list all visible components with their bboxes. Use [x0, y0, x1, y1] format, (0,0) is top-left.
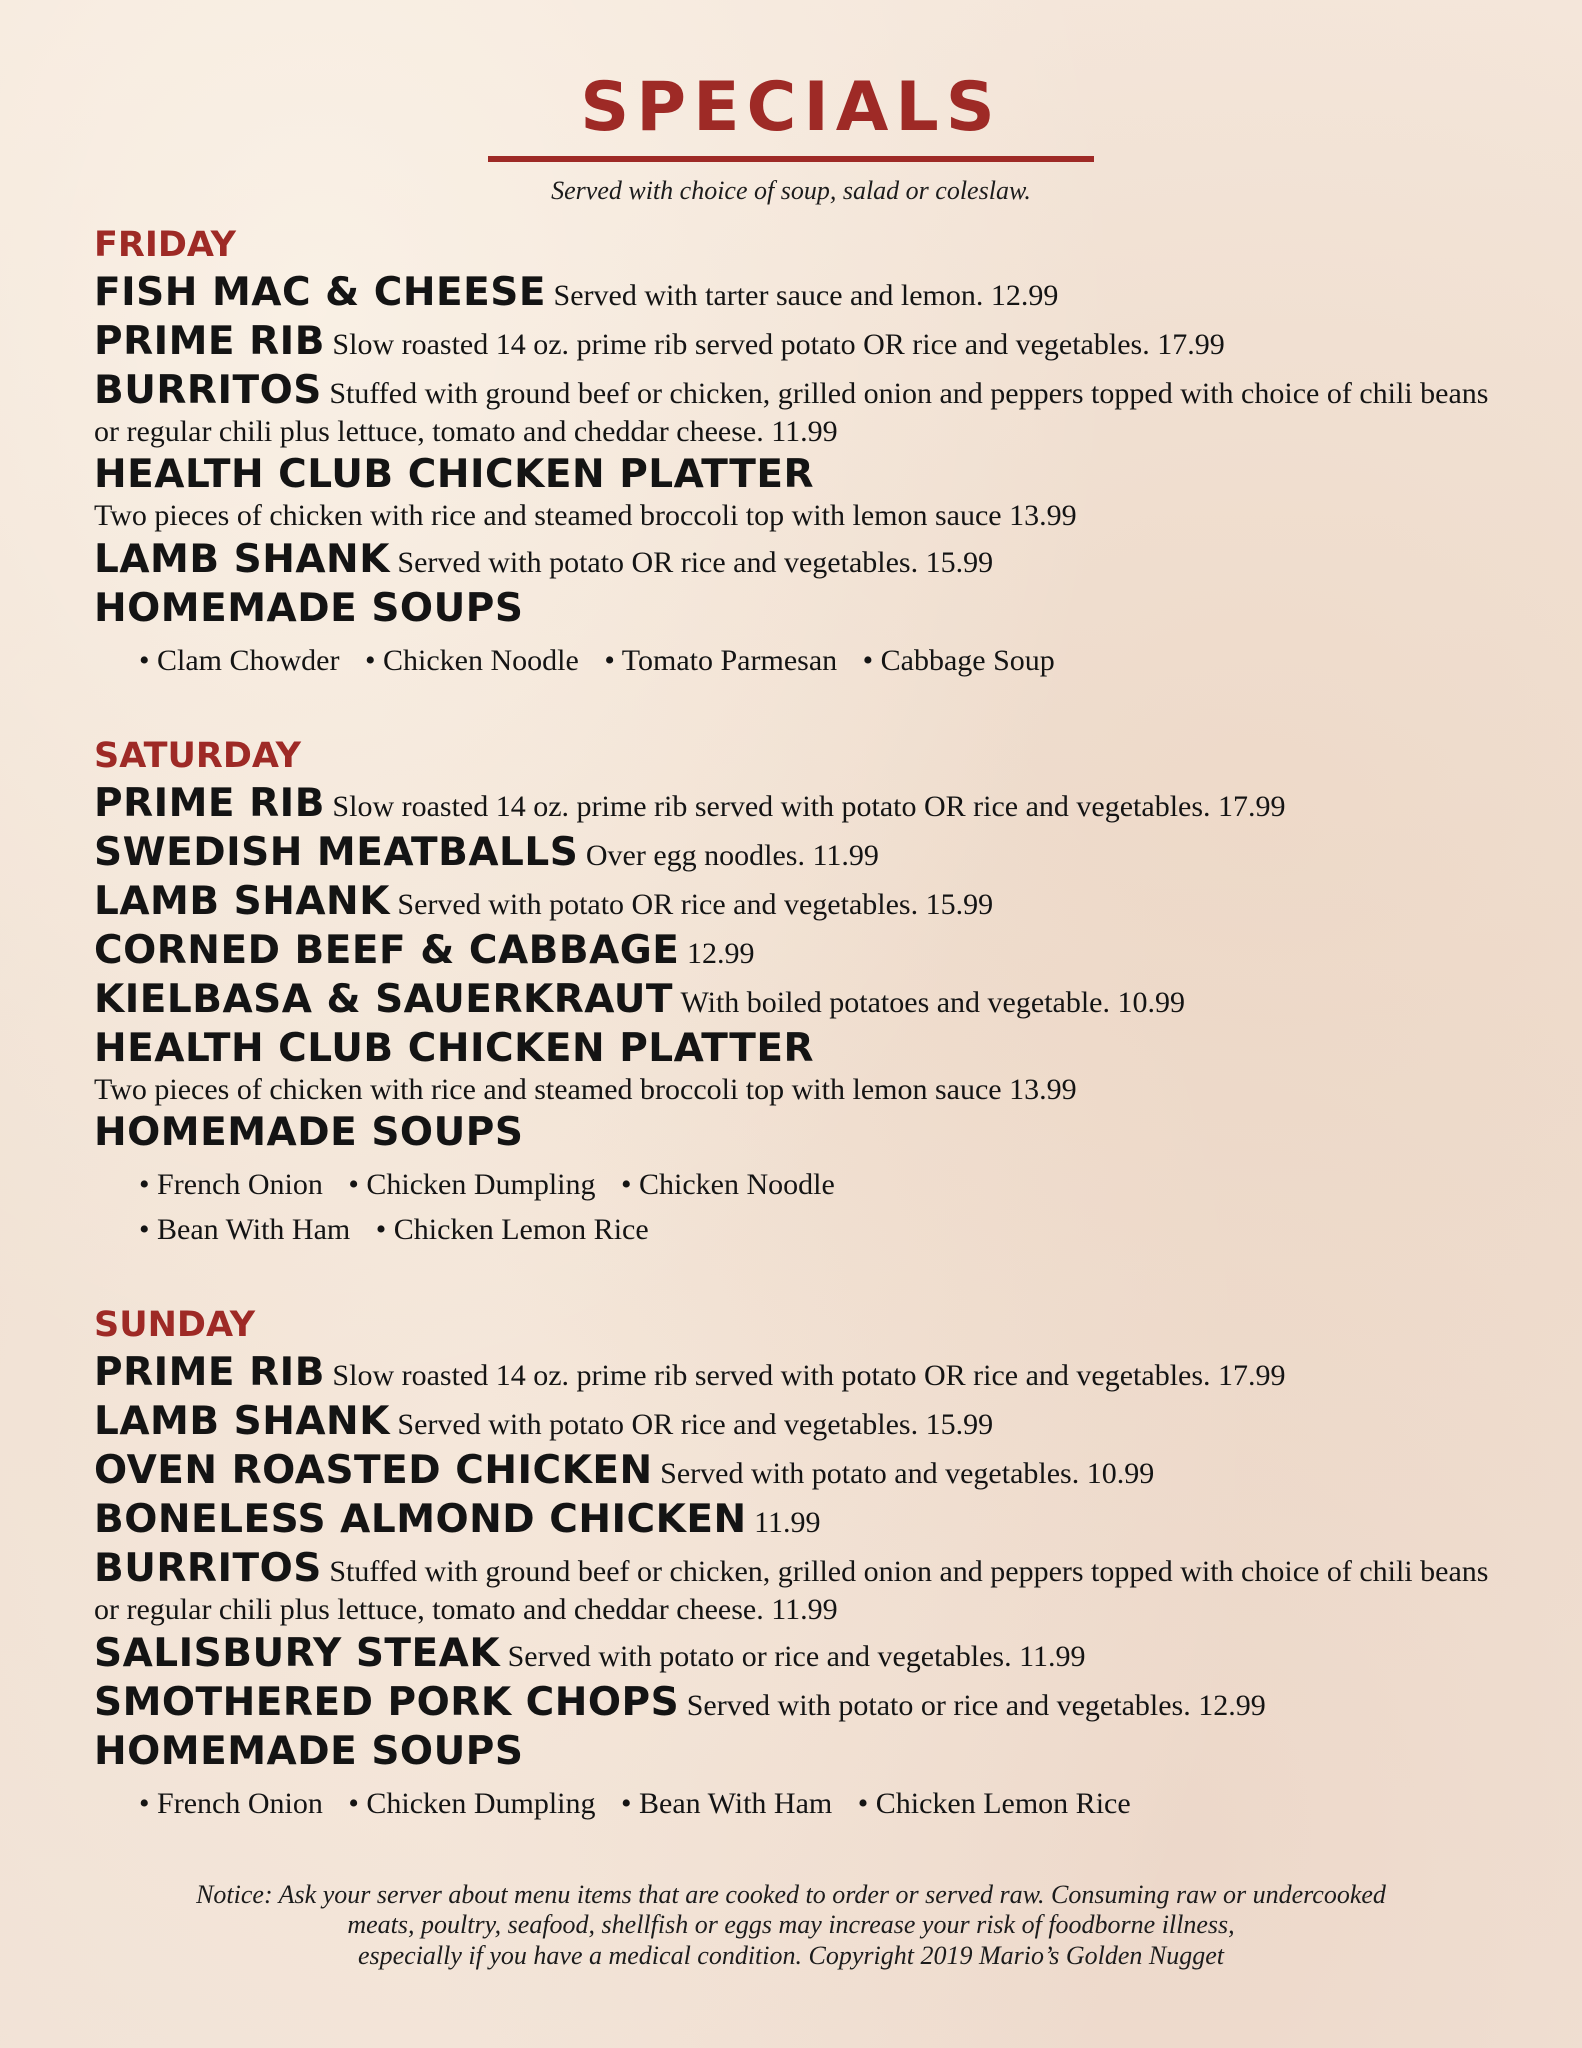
item-name: OVEN ROASTED CHICKEN: [94, 1448, 653, 1494]
soup-item: • Clam Chowder: [139, 644, 340, 677]
item-name: SALISBURY STEAK: [94, 1630, 501, 1676]
page-subtitle: Served with choice of soup, salad or coleslaw.: [551, 176, 1031, 205]
soup-item: • French Onion: [139, 1168, 323, 1201]
soups-heading-label: HOMEMADE SOUPS: [94, 1728, 524, 1774]
item-description: Served with potato or rice and vegetables. 12.99: [686, 1688, 1266, 1722]
item-name: LAMB SHANK: [94, 878, 390, 924]
menu-item: [94, 830, 1494, 876]
soup-row: [139, 1162, 1494, 1207]
day-heading-saturday: SATURDAY: [94, 735, 301, 776]
menu-item: [94, 1546, 1494, 1627]
friday-section: [94, 224, 1494, 683]
soup-item: • Cabbage Soup: [863, 644, 1055, 677]
item-description: Slow roasted 14 oz. prime rib served with potato OR rice and vegetables. 17.99: [332, 789, 1286, 823]
menu-item: [94, 537, 1494, 583]
item-description: Served with potato OR rice and vegetables. 15.99: [397, 1408, 994, 1442]
item-name: BURRITOS: [94, 1546, 322, 1592]
soup-item: • Bean With Ham: [139, 1213, 350, 1246]
menu-item: [94, 928, 1494, 974]
item-name: HEALTH CLUB CHICKEN PLATTER: [94, 1025, 815, 1071]
item-name: PRIME RIB: [94, 780, 325, 826]
item-description: 11.99: [754, 1506, 821, 1540]
menu-item: [94, 1497, 1494, 1543]
menu-item: [94, 879, 1494, 925]
item-name: HEALTH CLUB CHICKEN PLATTER: [94, 452, 815, 498]
soup-row: [139, 1207, 1494, 1252]
menu-item: [94, 1680, 1494, 1726]
soups-heading-label: HOMEMADE SOUPS: [94, 1110, 524, 1156]
soup-list-sunday: [94, 1781, 1494, 1826]
menu-item: [94, 270, 1494, 316]
menu-item: [94, 1350, 1494, 1396]
soups-heading-label: HOMEMADE SOUPS: [94, 585, 524, 631]
item-name: PRIME RIB: [94, 1350, 325, 1396]
notice-line: Notice: Ask your server about menu items that are cooked to order or served raw. Consuming raw or undercooked: [196, 1880, 1386, 1909]
menu-item: [94, 368, 1494, 449]
item-name: LAMB SHANK: [94, 1399, 390, 1445]
notice-line: especially if you have a medical condition. Copyright 2019 Mario’s Golden Nugget: [357, 1940, 1225, 1970]
soup-item: • French Onion: [139, 1787, 323, 1820]
item-name: KIELBASA & SAUERKRAUT: [94, 976, 673, 1022]
item-description: Stuffed with ground beef or chicken, grilled onion and peppers topped with choice of chili beans or regular chili plus lettuce, tomato and cheddar cheese. 11.99: [94, 1555, 1489, 1627]
menu-item: [94, 1026, 1494, 1107]
soup-item: • Chicken Dumpling: [348, 1168, 595, 1201]
soup-item: • Bean With Ham: [621, 1787, 832, 1820]
item-description: Served with potato OR rice and vegetables. 15.99: [397, 545, 994, 579]
menu-item: [94, 319, 1494, 365]
item-description: Slow roasted 14 oz. prime rib served potato OR rice and vegetables. 17.99: [332, 328, 1225, 362]
item-description: Two pieces of chicken with rice and steamed broccoli top with lemon sauce 13.99: [94, 499, 1077, 533]
menu-item: [94, 1399, 1494, 1445]
item-description: Served with potato OR rice and vegetables. 15.99: [397, 887, 994, 921]
soup-item: • Chicken Lemon Rice: [858, 1787, 1131, 1820]
soups-heading: [94, 586, 1494, 632]
item-name: SMOTHERED PORK CHOPS: [94, 1679, 680, 1725]
page-title: SPECIALS: [580, 68, 1002, 147]
menu-content: [94, 224, 1494, 1826]
soup-row: [139, 1781, 1494, 1826]
item-description: Served with tarter sauce and lemon. 12.99: [553, 279, 1059, 312]
item-description: Served with potato or rice and vegetables. 11.99: [507, 1639, 1086, 1673]
soup-item: • Chicken Lemon Rice: [376, 1213, 649, 1246]
item-description: With boiled potatoes and vegetable. 10.99: [680, 985, 1185, 1019]
notice-line: meats, poultry, seafood, shellfish or eggs may increase your risk of foodborne illness,: [347, 1910, 1235, 1940]
section-gap: [94, 683, 1494, 735]
item-name: SWEDISH MEATBALLS: [94, 829, 579, 875]
item-description: Over egg noodles. 11.99: [585, 838, 879, 872]
menu-item: [94, 977, 1494, 1023]
item-description: 12.99: [686, 936, 755, 970]
menu-item: [94, 1448, 1494, 1494]
item-description: Two pieces of chicken with rice and steamed broccoli top with lemon sauce 13.99: [94, 1072, 1077, 1106]
notice-footer: [60, 1880, 1522, 1971]
item-name: CORNED BEEF & CABBAGE: [94, 927, 680, 973]
soup-item: • Chicken Dumpling: [348, 1787, 595, 1820]
soups-heading: [94, 1729, 1494, 1775]
item-name: LAMB SHANK: [94, 536, 390, 582]
item-name: BONELESS ALMOND CHICKEN: [94, 1497, 747, 1543]
section-gap: [94, 1252, 1494, 1304]
item-name: PRIME RIB: [94, 319, 325, 365]
day-heading-sunday: SUNDAY: [94, 1305, 256, 1346]
saturday-section: [94, 735, 1494, 1253]
menu-item: [94, 452, 1494, 533]
item-name: BURRITOS: [94, 368, 322, 414]
soups-heading: [94, 1110, 1494, 1156]
soup-item: • Chicken Noodle: [621, 1168, 835, 1201]
menu-item: [94, 1631, 1494, 1677]
sunday-section: [94, 1304, 1494, 1826]
title-underline: [488, 156, 1094, 162]
day-heading-friday: FRIDAY: [94, 225, 237, 265]
item-description: Slow roasted 14 oz. prime rib served with potato OR rice and vegetables. 17.99: [332, 1359, 1286, 1393]
soup-item: • Tomato Parmesan: [604, 644, 837, 677]
soup-item: • Chicken Noodle: [365, 644, 579, 677]
soup-list-saturday: [94, 1162, 1494, 1252]
item-description: Stuffed with ground beef or chicken, grilled onion and peppers topped with choice of chili beans or regular chili plus lettuce, tomato and cheddar cheese. 11.99: [94, 377, 1489, 449]
item-description: Served with potato and vegetables. 10.99: [660, 1457, 1155, 1491]
soup-list-friday: [94, 638, 1494, 683]
soup-row: [139, 638, 1494, 683]
item-name: FISH MAC & CHEESE: [94, 270, 547, 315]
menu-item: [94, 781, 1494, 827]
